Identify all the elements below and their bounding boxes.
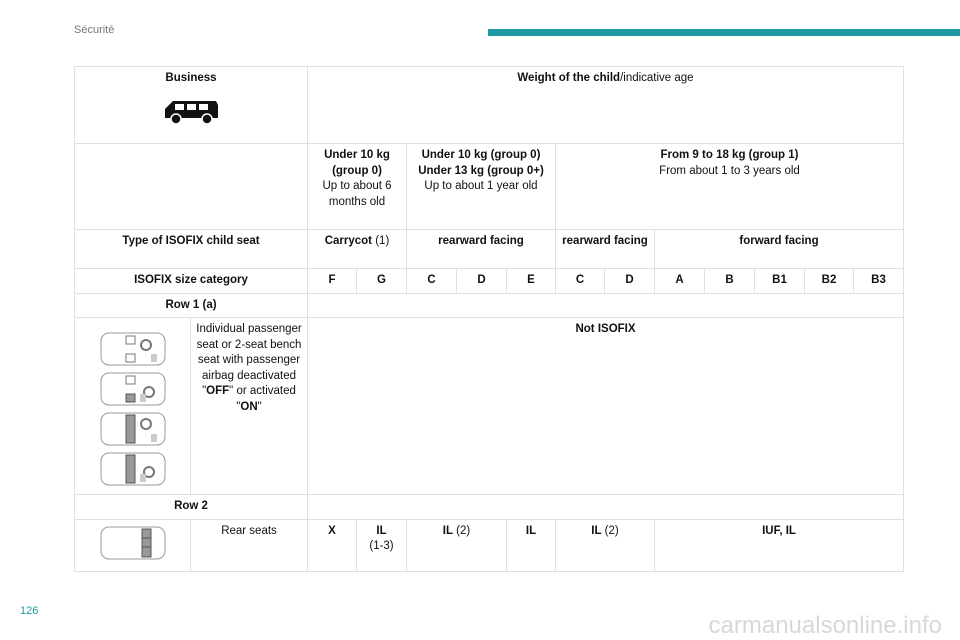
size-cell [705,269,755,294]
size-cell [407,269,457,294]
size-value: B [725,274,734,286]
page-number: 126 [20,605,39,617]
size-value: D [477,274,486,286]
size-value: D [625,274,634,286]
rearward-label-2: rearward facing [562,235,648,247]
size-label: ISOFIX size category [134,274,248,286]
size-cell [854,269,904,294]
weight-suffix: /indicative age [620,72,694,84]
off-label: OFF [206,385,230,398]
size-value: B3 [871,274,886,286]
rearward-cell [407,230,556,269]
seat-layout-icon [100,412,166,446]
rear-seats-cell [191,519,308,571]
row1-label-cell [75,293,308,318]
row2-il3: IL [525,524,537,537]
size-cell [457,269,507,294]
isofix-table [74,66,904,572]
header-weight-cell [308,67,904,144]
carrycot-note: (1) [372,235,390,247]
group-0plus-cell [407,144,556,230]
watermark: carmanualsonline.info [708,612,942,639]
seat-layout-icon [100,372,166,406]
size-cell [357,269,407,294]
size-cell [507,269,556,294]
forward-label: forward facing [739,235,819,247]
on-label: ON [240,400,258,413]
row2-il2: IL [442,524,453,537]
row2-il4-note: (2) [601,524,619,537]
row1-desc-a: Individual passenger seat or 2-seat bench seat with passenger airbag deactivated " [196,323,302,398]
size-value: B1 [772,274,787,286]
row2-il4-cell [556,519,655,571]
size-value: C [575,274,585,286]
row2-iuf: IUF, IL [762,524,796,537]
row2-il-note: (1-3) [369,540,394,553]
row1-diagram-cell [75,318,191,495]
size-value: F [328,274,336,286]
row1-label: Row 1 (a) [165,298,217,311]
group-0plus-label-a: Under 10 kg (group 0) [421,149,541,161]
row2-il2-cell [407,519,507,571]
empty-cell [75,144,308,230]
section-title: Sécurité [74,24,115,36]
size-cell [755,269,805,294]
empty-cell [308,293,904,318]
row2-label-cell [75,495,308,520]
seat-layout-icon [100,452,166,486]
header-business-cell [75,67,308,144]
row2-il2-note: (2) [452,524,471,537]
size-value: E [527,274,535,286]
row2-x: X [328,524,336,537]
row2-diagram-cell [75,519,191,571]
size-value: B2 [821,274,837,286]
business-label: Business [165,72,217,84]
size-label-cell [75,269,308,294]
row2-il4: IL [591,524,602,537]
weight-title: Weight of the child [517,72,621,84]
row2-il3-cell [507,519,556,571]
size-value: A [675,274,684,286]
type-label-cell [75,230,308,269]
group-1-age: From about 1 to 3 years old [659,164,800,177]
size-cell [655,269,705,294]
row2-il-cell [357,519,407,571]
size-value: G [377,274,386,286]
rear-seats-label: Rear seats [221,524,277,537]
size-cell [556,269,605,294]
size-cell [805,269,854,294]
rearward-label: rearward facing [438,235,524,247]
row1-desc-b: " or activated " [229,385,296,413]
carrycot-cell [308,230,407,269]
row1-desc-c: " [257,400,262,413]
row2-x-cell [308,519,357,571]
header-accent-bar [488,29,960,36]
group-0-cell [308,144,407,230]
empty-cell [308,495,904,520]
forward-cell [655,230,904,269]
not-isofix-label: Not ISOFIX [575,323,636,336]
group-0-age: Up to about 6 months old [322,180,392,208]
type-label: Type of ISOFIX child seat [122,235,260,247]
row2-label: Row 2 [174,500,208,513]
row2-il: IL [376,524,387,537]
group-0plus-age: Up to about 1 year old [424,180,538,193]
carrycot-label: Carrycot [324,235,373,247]
row1-description-cell [191,318,308,495]
not-isofix-cell [308,318,904,495]
group-1-label: From 9 to 18 kg (group 1) [660,149,799,161]
rear-seat-layout-icon [100,526,166,560]
rearward-cell-2 [556,230,655,269]
group-0plus-label-b: Under 13 kg (group 0+) [418,164,544,177]
row2-iuf-cell [655,519,904,571]
van-icon [162,99,220,125]
size-cell [308,269,357,294]
group-0-label: Under 10 kg (group 0) [324,149,390,177]
seat-layout-icon [100,332,166,366]
group-1-cell [556,144,904,230]
size-value: C [427,274,436,286]
size-cell [605,269,655,294]
